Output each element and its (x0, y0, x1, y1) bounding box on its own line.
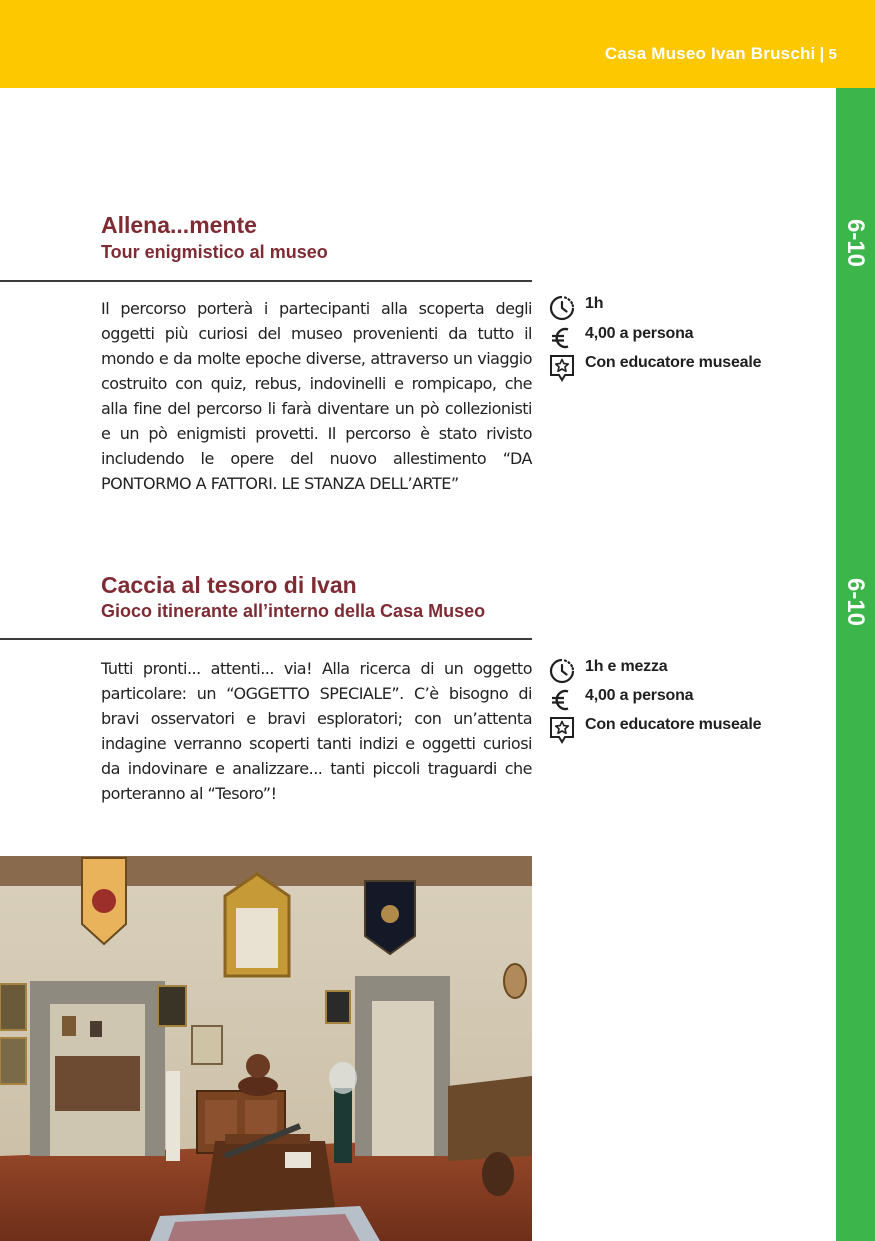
duration-text: 1h e mezza (585, 658, 668, 675)
activity-description: Il percorso porterà i partecipanti alla scoperta degli oggetti più curiosi del museo provenienti da tutto il mondo e da molte epoche diverse, attraverso un viaggio costruito con quiz, rebus, indovinelli e rompicapo, che alla fine del percorso li farà diventare un pò collezionisti e un pò enigmisti provetti. Il percorso è stato rivisto includendo le opere del nuovo allestimento “DA PONTORMO A FATTORI. LE STANZA DELL’ARTE” (101, 299, 532, 493)
header-separator: | (819, 44, 825, 63)
museum-name: Casa Museo Ivan Bruschi (604, 44, 816, 63)
euro-icon (548, 324, 576, 352)
section-divider (0, 280, 532, 282)
clock-icon (548, 294, 576, 322)
guide-badge-icon (548, 353, 576, 383)
euro-icon (548, 686, 576, 714)
guide-text: Con educatore museale (585, 354, 762, 371)
activity-subtitle: Gioco itinerante all’interno della Casa Museo (101, 601, 486, 621)
guide-text: Con educatore museale (585, 716, 762, 733)
price-text: 4,00 a persona (585, 687, 694, 704)
age-range-label: 6-10 (842, 218, 869, 268)
price-text: 4,00 a persona (585, 325, 694, 342)
section-divider (0, 638, 532, 640)
guide-row (548, 715, 808, 743)
activity-title: Allena...mente (101, 212, 257, 238)
guide-row (548, 353, 808, 381)
clock-icon (548, 657, 576, 685)
duration-row (548, 294, 808, 322)
price-row (548, 686, 808, 714)
guide-badge-icon (548, 715, 576, 745)
running-header (605, 44, 837, 64)
museum-interior-photo (0, 856, 532, 1241)
activity-description: Tutti pronti... attenti... via! Alla ricerca di un oggetto particolare: un “OGGETTO SPECIALE”. C’è bisogno di bravi osservatori e bravi esploratori; con un’attenta indagine verranno scoperti tanti indizi e oggetti curiosi da indovinare e analizzare... tanti piccoli traguardi che porteranno al “Tesoro”! (101, 659, 532, 803)
activity-subtitle: Tour enigmistico al museo (101, 242, 328, 262)
age-range-label: 6-10 (842, 577, 869, 627)
activity-title: Caccia al tesoro di Ivan (101, 572, 357, 598)
duration-text: 1h (585, 295, 604, 312)
top-bar (0, 0, 875, 88)
page-number: 5 (828, 46, 837, 63)
price-row (548, 324, 808, 352)
duration-row (548, 657, 808, 685)
